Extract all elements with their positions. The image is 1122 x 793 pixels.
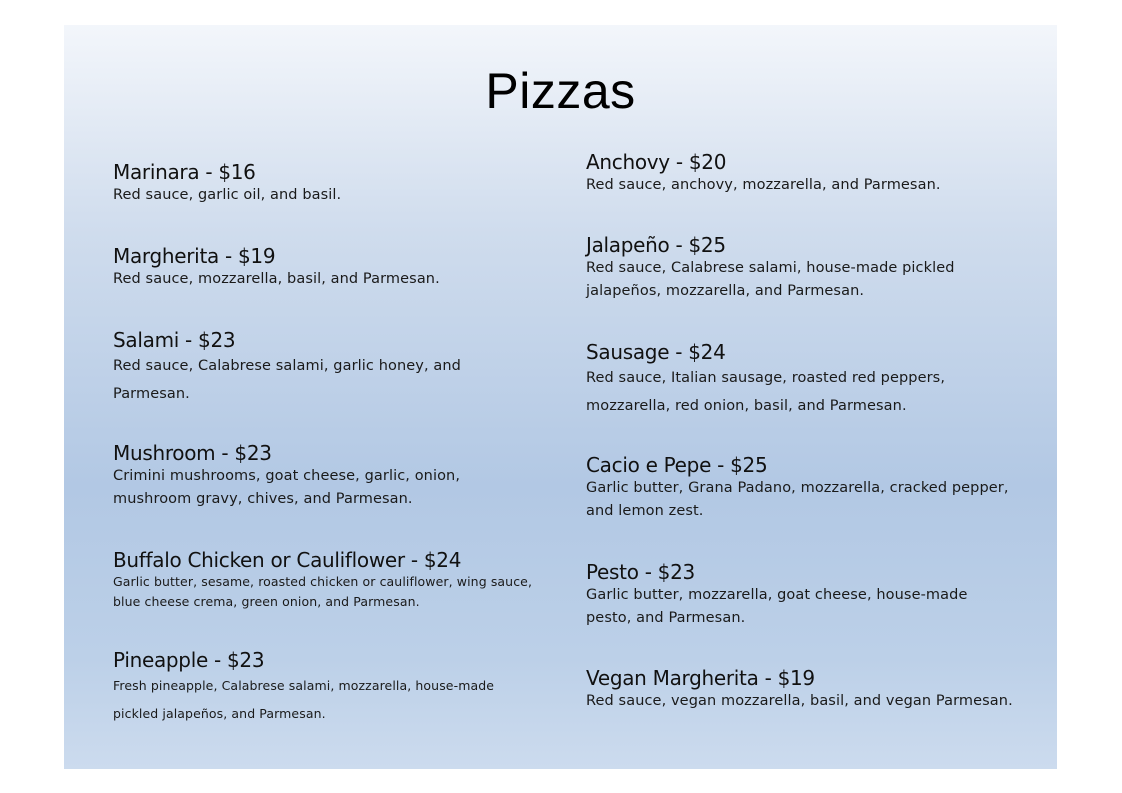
menu-item-cacio-e-pepe	[586, 453, 1036, 523]
menu-item-pesto	[586, 560, 1006, 630]
item-name: Jalapeño - $25	[586, 233, 726, 257]
item-name: Pineapple - $23	[113, 648, 265, 672]
menu-item-salami	[113, 328, 513, 408]
item-description: Red sauce, Italian sausage, roasted red peppers, mozzarella, red onion, basil, and Parmesan.	[586, 370, 946, 414]
item-name: Anchovy - $20	[586, 150, 727, 174]
item-name: Mushroom - $23	[113, 441, 272, 465]
item-name: Salami - $23	[113, 328, 236, 352]
menu-item-anchovy	[586, 150, 1046, 197]
item-description: Red sauce, mozzarella, basil, and Parmesan.	[113, 271, 440, 287]
menu-slide	[64, 25, 1057, 769]
menu-item-sausage	[586, 340, 1006, 420]
item-name: Marinara - $16	[113, 160, 256, 184]
item-description: Red sauce, anchovy, mozzarella, and Parmesan.	[586, 177, 941, 193]
item-description: Red sauce, vegan mozzarella, basil, and vegan Parmesan.	[586, 693, 1013, 709]
item-name: Margherita - $19	[113, 244, 276, 268]
menu-item-vegan-margherita	[586, 666, 1046, 713]
item-description: Red sauce, Calabrese salami, house-made pickled jalapeños, mozzarella, and Parmesan.	[586, 260, 955, 299]
item-description: Garlic butter, sesame, roasted chicken or cauliflower, wing sauce, blue cheese crema, green onion, and Parmesan.	[113, 574, 533, 609]
item-description: Garlic butter, mozzarella, goat cheese, house-made pesto, and Parmesan.	[586, 587, 968, 626]
menu-item-mushroom	[113, 441, 513, 511]
item-name: Buffalo Chicken or Cauliflower - $24	[113, 548, 462, 572]
item-name: Cacio e Pepe - $25	[586, 453, 768, 477]
menu-item-marinara	[113, 160, 573, 207]
menu-item-buffalo	[113, 548, 558, 612]
item-name: Vegan Margherita - $19	[586, 666, 815, 690]
page-title: Pizzas	[485, 63, 636, 119]
item-description: Crimini mushrooms, goat cheese, garlic, onion, mushroom gravy, chives, and Parmesan.	[113, 468, 461, 507]
item-description: Red sauce, garlic oil, and basil.	[113, 187, 342, 203]
menu-item-jalapeno	[586, 233, 1006, 303]
menu-item-margherita	[113, 244, 573, 291]
item-description: Red sauce, Calabrese salami, garlic honey, and Parmesan.	[113, 358, 461, 402]
item-description: Garlic butter, Grana Padano, mozzarella, cracked pepper, and lemon zest.	[586, 480, 1009, 519]
item-name: Sausage - $24	[586, 340, 726, 364]
item-description: Fresh pineapple, Calabrese salami, mozzarella, house-made pickled jalapeños, and Parmesan.	[113, 678, 495, 721]
item-name: Pesto - $23	[586, 560, 695, 584]
menu-item-pineapple	[113, 648, 533, 728]
